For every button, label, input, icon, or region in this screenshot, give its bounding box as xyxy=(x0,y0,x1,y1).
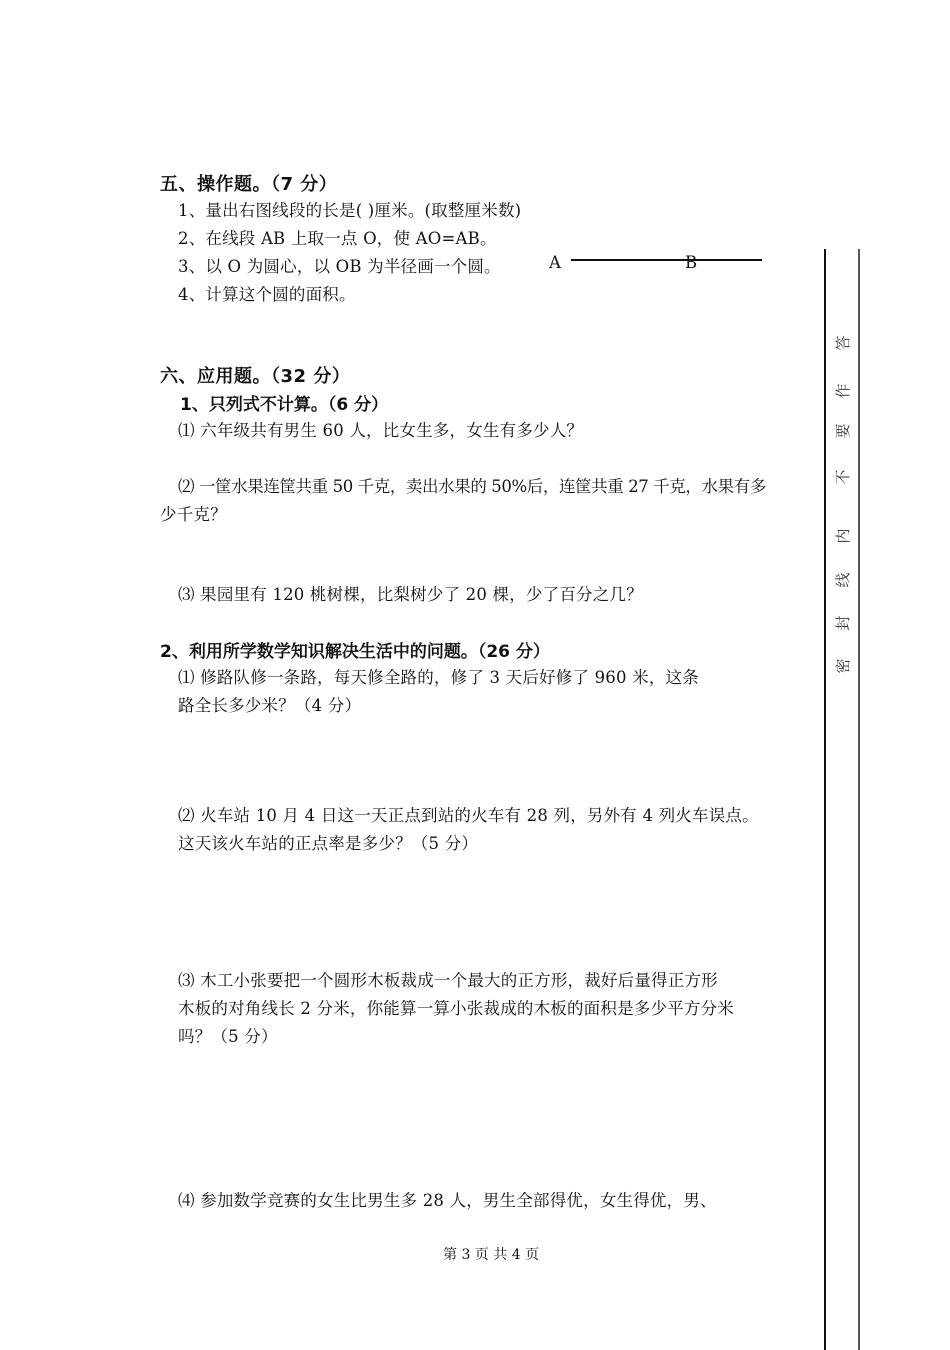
part-2-question-3-line-1: ⑶ 木工小张要把一个圆形木板裁成一个最大的正方形，裁好后量得正方形 xyxy=(178,971,718,990)
segment-ab-line xyxy=(571,259,762,261)
page-number: 第 3 页 共 4 页 xyxy=(443,1247,540,1263)
section-5-item-2: 2、在线段 AB 上取一点 O，使 AO=AB。 xyxy=(178,229,497,248)
part-2-question-2-line-1: ⑵ 火车站 10 月 4 日这一天正点到站的火车有 28 列，另外有 4 列火车误点。 xyxy=(178,806,759,825)
part-1-question-3: ⑶ 果园里有 120 桃树棵，比梨树少了 20 棵，少了百分之几？ xyxy=(178,585,643,604)
part-2-question-4-line-1: ⑷ 参加数学竞赛的女生比男生多 28 人，男生全部得优，女生得优，男、 xyxy=(178,1191,717,1210)
part-2-question-1-line-1: ⑴ 修路队修一条路，每天修全路的，修了 3 天后好修了 960 米，这条 xyxy=(178,668,699,687)
seal-char: 密 xyxy=(834,658,852,674)
seal-line-left-border xyxy=(824,249,826,1350)
section-5-title: 五、操作题。（7 分） xyxy=(160,174,338,195)
part-2-question-3-line-3: 吗？（5 分） xyxy=(178,1027,278,1046)
part-1-question-1: ⑴ 六年级共有男生 60 人，比女生多，女生有多少人？ xyxy=(178,421,584,440)
part-1-question-2-line-2: 少千克？ xyxy=(160,505,227,524)
part-2-title: 2、利用所学数学知识解决生活中的问题。（26 分） xyxy=(160,642,550,662)
section-5-item-3: 3、以 O 为圆心，以 OB 为半径画一个圆。 xyxy=(178,257,501,276)
part-2-question-3-line-2: 木板的对角线长 2 分米，你能算一算小张裁成的木板的面积是多少平方分米 xyxy=(178,999,734,1018)
part-1-question-2-line-1: ⑵ 一筐水果连筐共重 50 千克，卖出水果的 50%后，连筐共重 27 千克，水果有多 xyxy=(178,477,766,496)
section-6-title: 六、应用题。（32 分） xyxy=(160,366,351,387)
section-5-item-1: 1、量出右图线段的长是( )厘米。(取整厘米数) xyxy=(178,201,522,220)
seal-char: 线 xyxy=(834,572,852,588)
seal-char: 答 xyxy=(834,335,852,351)
point-a-label: A xyxy=(549,253,562,272)
section-5-item-4: 4、计算这个圆的面积。 xyxy=(178,285,356,304)
seal-char: 封 xyxy=(834,615,852,631)
part-1-title: 1、只列式不计算。（6 分） xyxy=(180,395,389,415)
seal-char: 不 xyxy=(834,469,852,485)
seal-char: 作 xyxy=(834,383,852,399)
seal-char: 要 xyxy=(834,423,852,439)
part-2-question-2-line-2: 这天该火车站的正点率是多少？（5 分） xyxy=(178,834,479,853)
seal-char: 内 xyxy=(834,528,852,544)
point-b-label: B xyxy=(685,253,698,272)
seal-line-right-border xyxy=(858,249,860,1350)
part-2-question-1-line-2: 路全长多少米？（4 分） xyxy=(178,696,362,715)
